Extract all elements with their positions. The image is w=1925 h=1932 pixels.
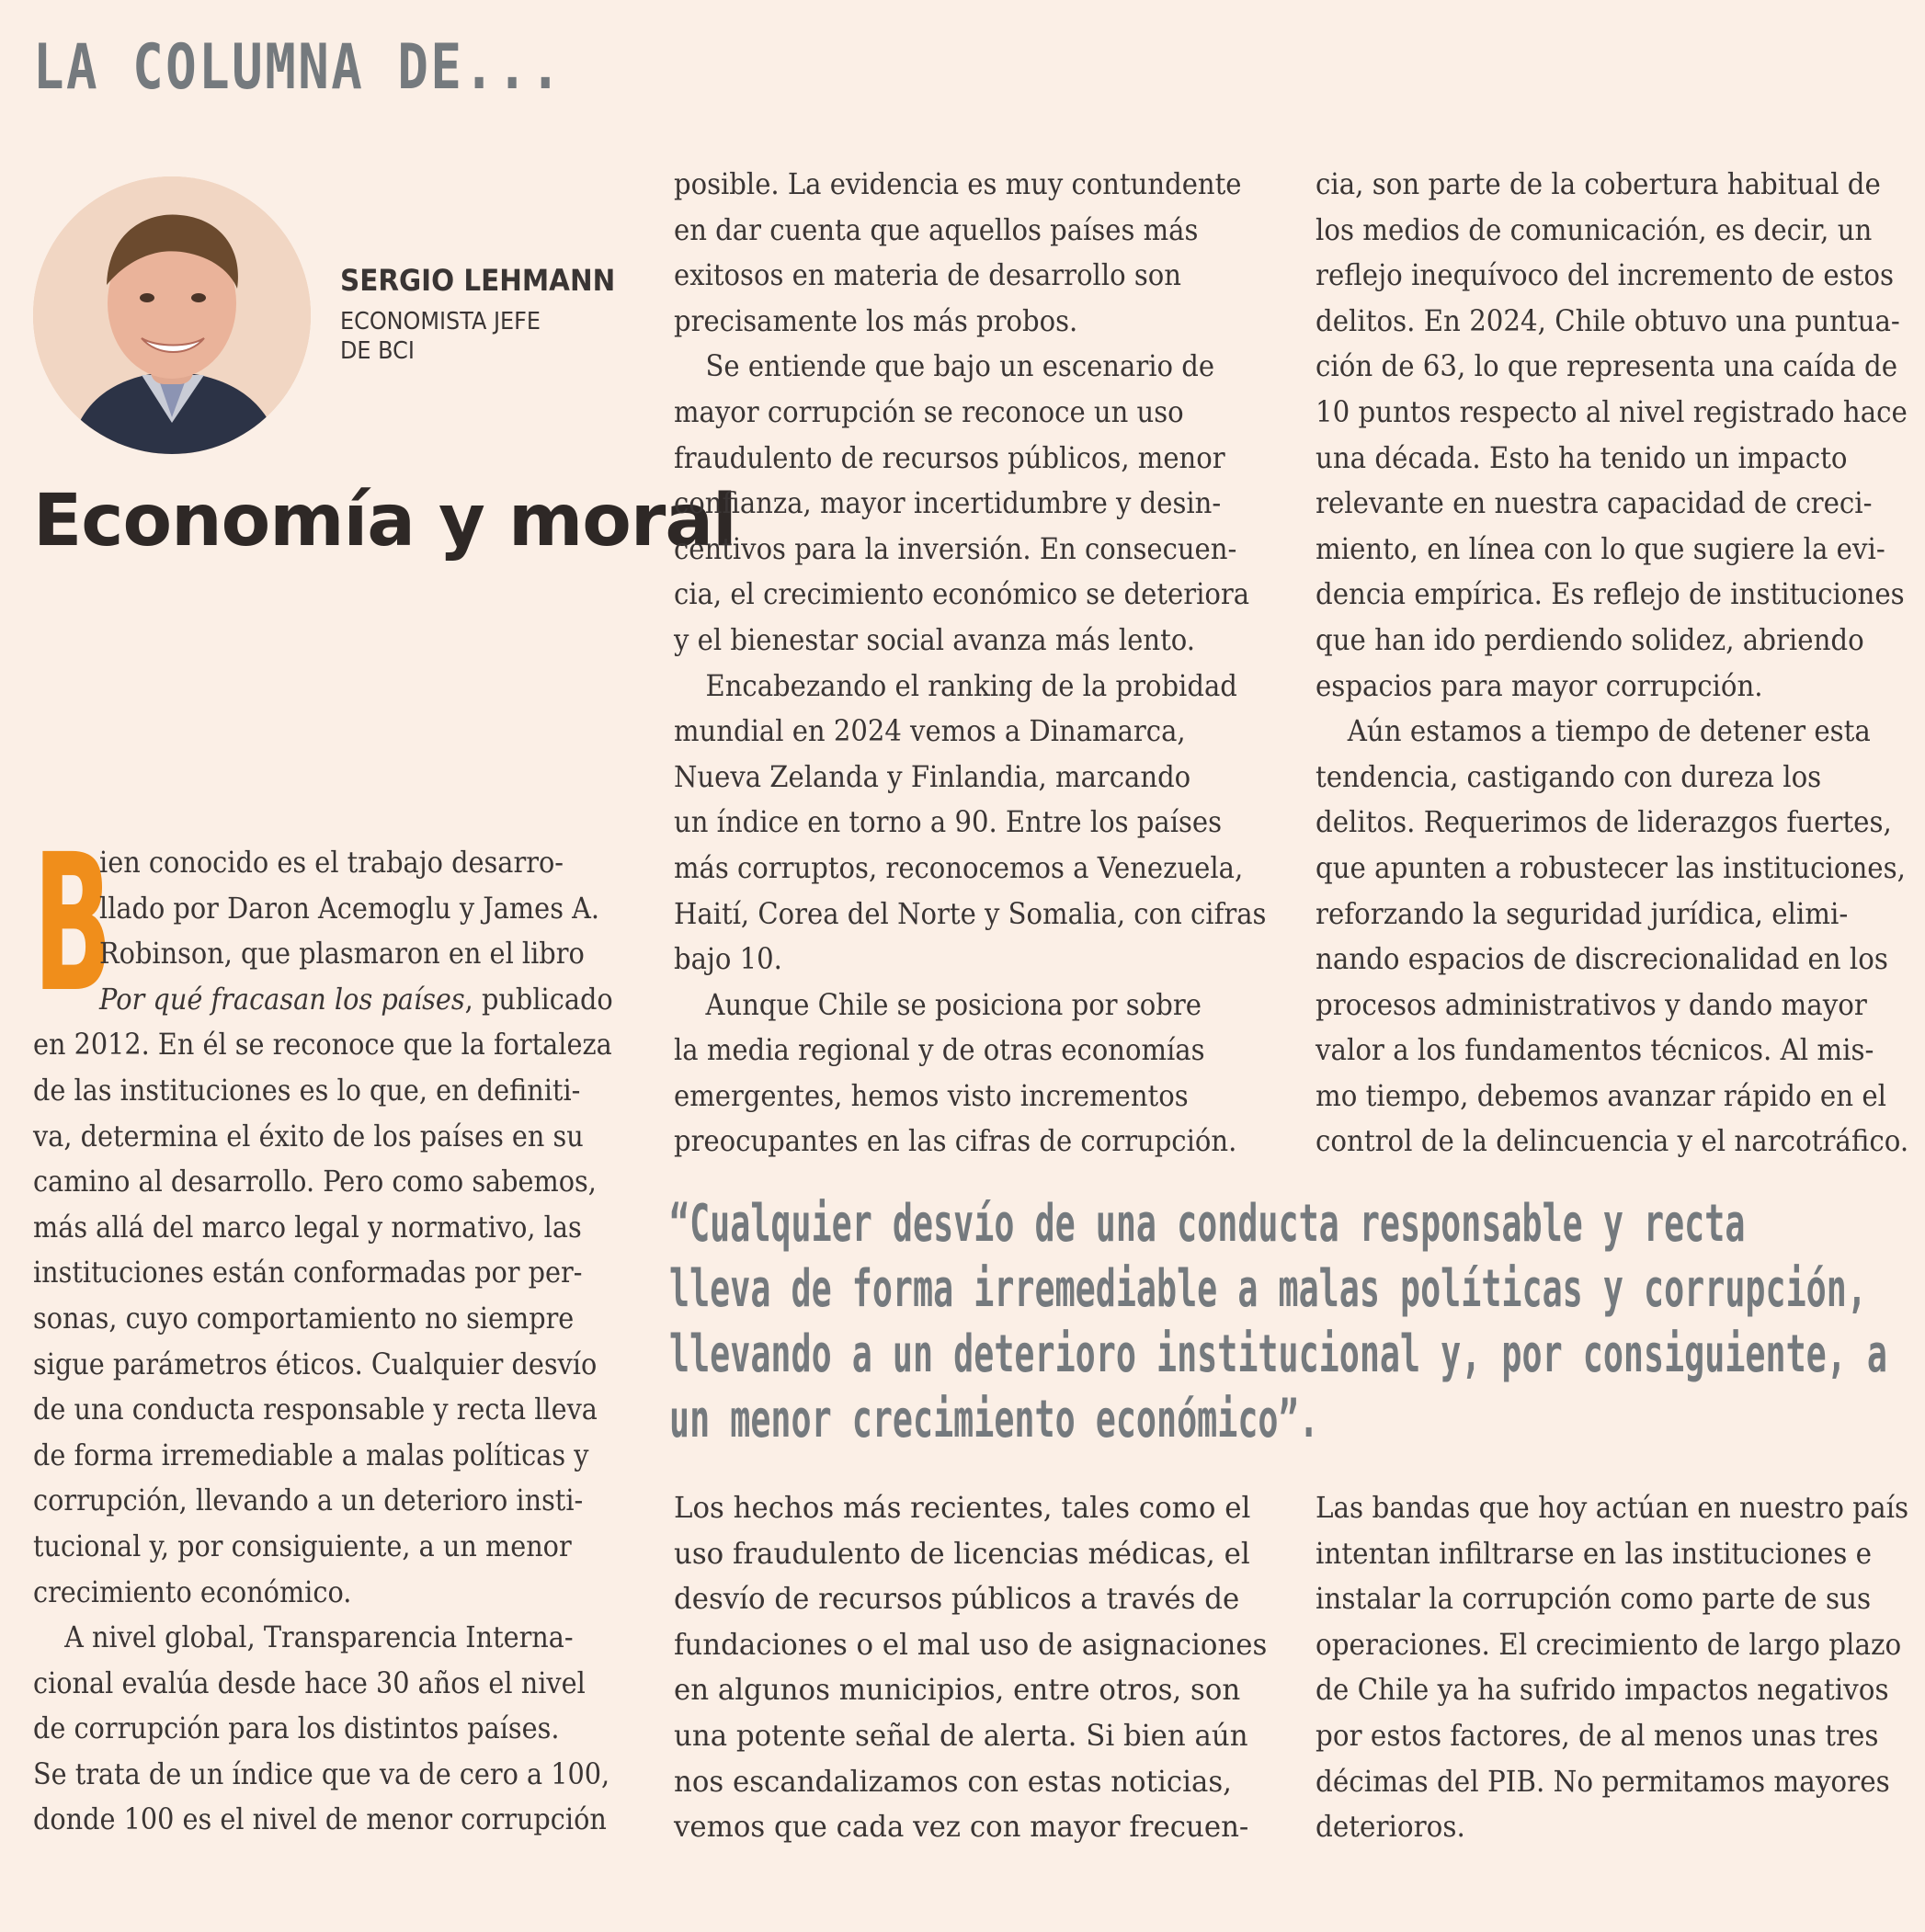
text-line: delitos. Requerimos de liderazgos fuertes, [1316,804,1892,840]
text-line: cia, el crecimiento económico se deteriora [674,576,1250,612]
text-line: deterioros. [1316,1809,1465,1845]
text-line: reforzando la seguridad jurídica, elimi- [1316,895,1849,931]
article-column-3-bottom [1316,1485,1925,1850]
text-line: Robinson, que plasmaron en el libro [99,936,585,972]
text-line: donde 100 es el nivel de menor corrupción [33,1801,607,1837]
text-line: que apunten a robustecer las instituciones, [1316,849,1906,885]
text-line: va, determina el éxito de los países en su [33,1118,584,1154]
text-line: más corruptos, reconocemos a Venezuela, [674,849,1244,885]
text-line: precisamente los más probos. [674,302,1078,338]
quote-line: un menor crecimiento económico”. [669,1390,1319,1449]
section-kicker: LA COLUMNA DE... [33,31,564,104]
text-line: procesos administrativos y dando mayor [1316,986,1867,1022]
text-line: Se trata de un índice que va de cero a 100, [33,1756,610,1791]
quote-line: “Cualquier desvío de una conducta responsable y recta [669,1194,1746,1254]
text-line: de corrupción para los distintos países. [33,1710,560,1746]
text-line [99,977,613,1023]
text-line: más allá del marco legal y normativo, las [33,1209,582,1244]
author-role-line: DE BCI [340,337,415,365]
text-line: los medios de comunicación, es decir, un [1316,211,1873,247]
text-line: emergentes, hemos visto incrementos [674,1077,1189,1113]
author-name: SERGIO LEHMANN [340,263,616,298]
text-line: instalar la corrupción como parte de sus [1316,1581,1872,1617]
text-fragment: , publicado [464,981,613,1017]
author-role-line: ECONOMISTA JEFE [340,308,541,335]
article-column-2 [674,162,1327,1165]
text-line: y el bienestar social avanza más lento. [674,621,1195,657]
text-line: un índice en torno a 90. Entre los países [674,804,1223,840]
text-line: exitosos en materia de desarrollo son [674,257,1181,293]
text-line: confianza, mayor incertidumbre y desin- [674,485,1222,521]
text-line: intentan infiltrarse en las instituciones e [1316,1535,1873,1571]
text-line: corrupción, llevando a un deterioro insti- [33,1483,584,1518]
text-line: posible. La evidencia es muy contundente [674,166,1242,201]
text-line: en dar cuenta que aquellos países más [674,211,1199,247]
article-title: Economía y moral [33,480,736,563]
text-line: valor a los fundamentos técnicos. Al mis- [1316,1032,1874,1068]
article-column-1b [33,1022,678,1843]
text-line: de las instituciones es lo que, en definiti- [33,1072,581,1108]
author-photo [33,176,311,454]
article-column-1a [99,840,670,1022]
book-title: Por qué fracasan los países [99,981,465,1017]
quote-line: llevando a un deterioro institucional y, por consiguiente, a [669,1324,1887,1384]
text-line: crecimiento económico. [33,1574,352,1609]
text-line: cional evalúa desde hace 30 años el nivel [33,1665,586,1700]
text-line: fraudulento de recursos públicos, menor [674,439,1225,475]
text-line: de una conducta responsable y recta lleva [33,1392,598,1427]
text-line: Haití, Corea del Norte y Somalia, con cifras [674,895,1267,931]
text-line: de Chile ya ha sufrido impactos negativos [1316,1672,1889,1708]
text-line: uso fraudulento de licencias médicas, el [674,1535,1250,1571]
article-column-3 [1316,162,1925,1165]
text-line: por estos factores, de al menos unas tres [1316,1717,1879,1753]
text-line: camino al desarrollo. Pero como sabemos, [33,1164,597,1199]
text-line: dencia empírica. Es reflejo de instituciones [1316,576,1905,612]
text-line: preocupantes en las cifras de corrupción. [674,1123,1237,1159]
text-line: mundial en 2024 vemos a Dinamarca, [674,713,1186,749]
text-line: mo tiempo, debemos avanzar rápido en el [1316,1077,1887,1113]
text-line: bajo 10. [674,941,782,977]
text-line: Encabezando el ranking de la probidad [705,667,1237,703]
text-line: décimas del PIB. No permitamos mayores [1316,1763,1890,1799]
text-line: nando espacios de discrecionalidad en los [1316,941,1888,977]
text-line: relevante en nuestra capacidad de creci- [1316,485,1873,521]
text-line: Aún estamos a tiempo de detener esta [1347,713,1871,749]
text-line: en algunos municipios, entre otros, son [674,1672,1241,1708]
text-line: llado por Daron Acemoglu y James A. [99,890,600,926]
text-line: ien conocido es el trabajo desarro- [99,845,564,880]
article-column-2-bottom [674,1485,1290,1850]
text-line: fundaciones o el mal uso de asignaciones [674,1626,1268,1662]
author-portrait-image [33,176,311,454]
text-line: sigue parámetros éticos. Cualquier desvío [33,1346,598,1381]
text-line: cia, son parte de la cobertura habitual de [1316,166,1881,201]
text-line: operaciones. El crecimiento de largo plazo [1316,1626,1902,1662]
text-line: vemos que cada vez con mayor frecuen- [674,1809,1249,1845]
author-role [340,307,541,366]
text-line: A nivel global, Transparencia Interna- [64,1619,574,1655]
text-line: una potente señal de alerta. Si bien aún [674,1717,1248,1753]
text-line: sonas, cuyo comportamiento no siempre [33,1300,575,1335]
drop-cap: B [33,813,113,1034]
text-line: nos escandalizamos con estas noticias, [674,1763,1232,1799]
pull-quote [669,1191,1925,1452]
text-line: 10 puntos respecto al nivel registrado hace [1316,393,1908,429]
text-line: Nueva Zelanda y Finlandia, marcando [674,758,1191,794]
text-line: que han ido perdiendo solidez, abriendo [1316,621,1864,657]
text-line: tendencia, castigando con dureza los [1316,758,1822,794]
text-line: delitos. En 2024, Chile obtuvo una puntua- [1316,302,1900,338]
text-line: una década. Esto ha tenido un impacto [1316,439,1848,475]
text-line: ción de 63, lo que representa una caída de [1316,348,1898,384]
text-line: control de la delincuencia y el narcotráfico. [1316,1123,1909,1159]
text-line: desvío de recursos públicos a través de [674,1581,1240,1617]
text-line: Aunque Chile se posiciona por sobre [705,986,1202,1022]
quote-line: lleva de forma irremediable a malas políticas y corrupción, [669,1259,1867,1319]
text-line: miento, en línea con lo que sugiere la evi- [1316,530,1885,566]
text-line: mayor corrupción se reconoce un uso [674,393,1184,429]
text-line: la media regional y de otras economías [674,1032,1205,1068]
text-line: instituciones están conformadas por per- [33,1255,583,1290]
text-line: de forma irremediable a malas políticas y [33,1437,589,1472]
text-line: Los hechos más recientes, tales como el [674,1490,1251,1525]
text-line: espacios para mayor corrupción. [1316,667,1763,703]
text-line: Las bandas que hoy actúan en nuestro país [1316,1490,1909,1525]
text-line: Se entiende que bajo un escenario de [705,348,1215,384]
text-line: reflejo inequívoco del incremento de estos [1316,257,1895,293]
text-line: en 2012. En él se reconoce que la fortaleza [33,1027,612,1063]
text-line: centivos para la inversión. En consecuen- [674,530,1237,566]
text-line: tucional y, por consiguiente, a un menor [33,1528,572,1563]
